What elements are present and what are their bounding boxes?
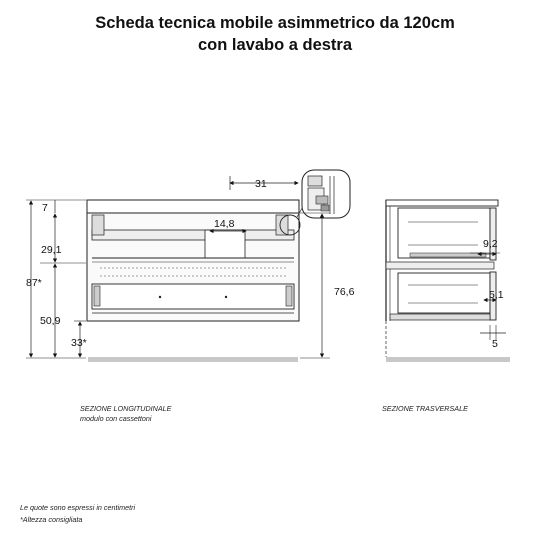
section-divider bbox=[386, 262, 494, 269]
dim-50-9-label: 50,9 bbox=[40, 315, 61, 327]
caption-longitudinal bbox=[80, 404, 171, 424]
dim-14-8-label: 14,8 bbox=[214, 218, 235, 230]
handle-dot-2 bbox=[225, 296, 227, 298]
top-slab bbox=[87, 200, 299, 213]
dim-9-2-label: 9,2 bbox=[483, 238, 498, 250]
lower-drawer bbox=[92, 284, 294, 309]
section-lower-drawer bbox=[398, 273, 490, 313]
caption-transversal bbox=[382, 404, 468, 414]
upper-drawer bbox=[92, 230, 294, 240]
handle-dot-1 bbox=[159, 296, 161, 298]
dim-29-1-label: 29,1 bbox=[41, 244, 62, 256]
left-hinge-detail bbox=[92, 215, 104, 235]
dim-5-1-label: 5,1 bbox=[489, 289, 504, 301]
right-runner bbox=[286, 286, 292, 306]
section-upper-runner bbox=[410, 253, 486, 257]
transversal-section bbox=[386, 200, 510, 362]
section-top-slab bbox=[386, 200, 498, 206]
note-units: Le quote sono espressi in centimetri bbox=[20, 503, 136, 512]
caption-longitudinal-sub: modulo con cassettoni bbox=[80, 414, 152, 423]
left-runner bbox=[94, 286, 100, 306]
section-upper-front bbox=[490, 208, 496, 260]
notes bbox=[20, 502, 135, 526]
title-line-1: Scheda tecnica mobile asimmetrico da 120cm bbox=[95, 14, 455, 32]
dim-87-label: 87* bbox=[26, 277, 42, 289]
longitudinal-section bbox=[26, 170, 355, 362]
floor-bar-right bbox=[386, 357, 510, 362]
detail-inset bbox=[302, 170, 350, 218]
dim-31-label: 31 bbox=[255, 178, 267, 190]
section-lower-base bbox=[390, 314, 490, 320]
caption-transversal-title: SEZIONE TRASVERSALE bbox=[382, 404, 468, 413]
dim-33-label: 33* bbox=[71, 337, 87, 349]
section-upper-drawer bbox=[398, 208, 490, 258]
note-height: *Altezza consigliata bbox=[20, 515, 83, 524]
dim-76-6-label: 76,6 bbox=[334, 286, 355, 298]
dim-5-label: 5 bbox=[492, 338, 498, 350]
dim-7-label: 7 bbox=[42, 202, 48, 214]
caption-longitudinal-title: SEZIONE LONGITUDINALE bbox=[80, 404, 172, 413]
right-hinge-detail bbox=[276, 215, 288, 235]
floor-bar-left bbox=[88, 357, 298, 362]
title-line-2: con lavabo a destra bbox=[197, 36, 353, 54]
siphon-box bbox=[205, 230, 245, 258]
